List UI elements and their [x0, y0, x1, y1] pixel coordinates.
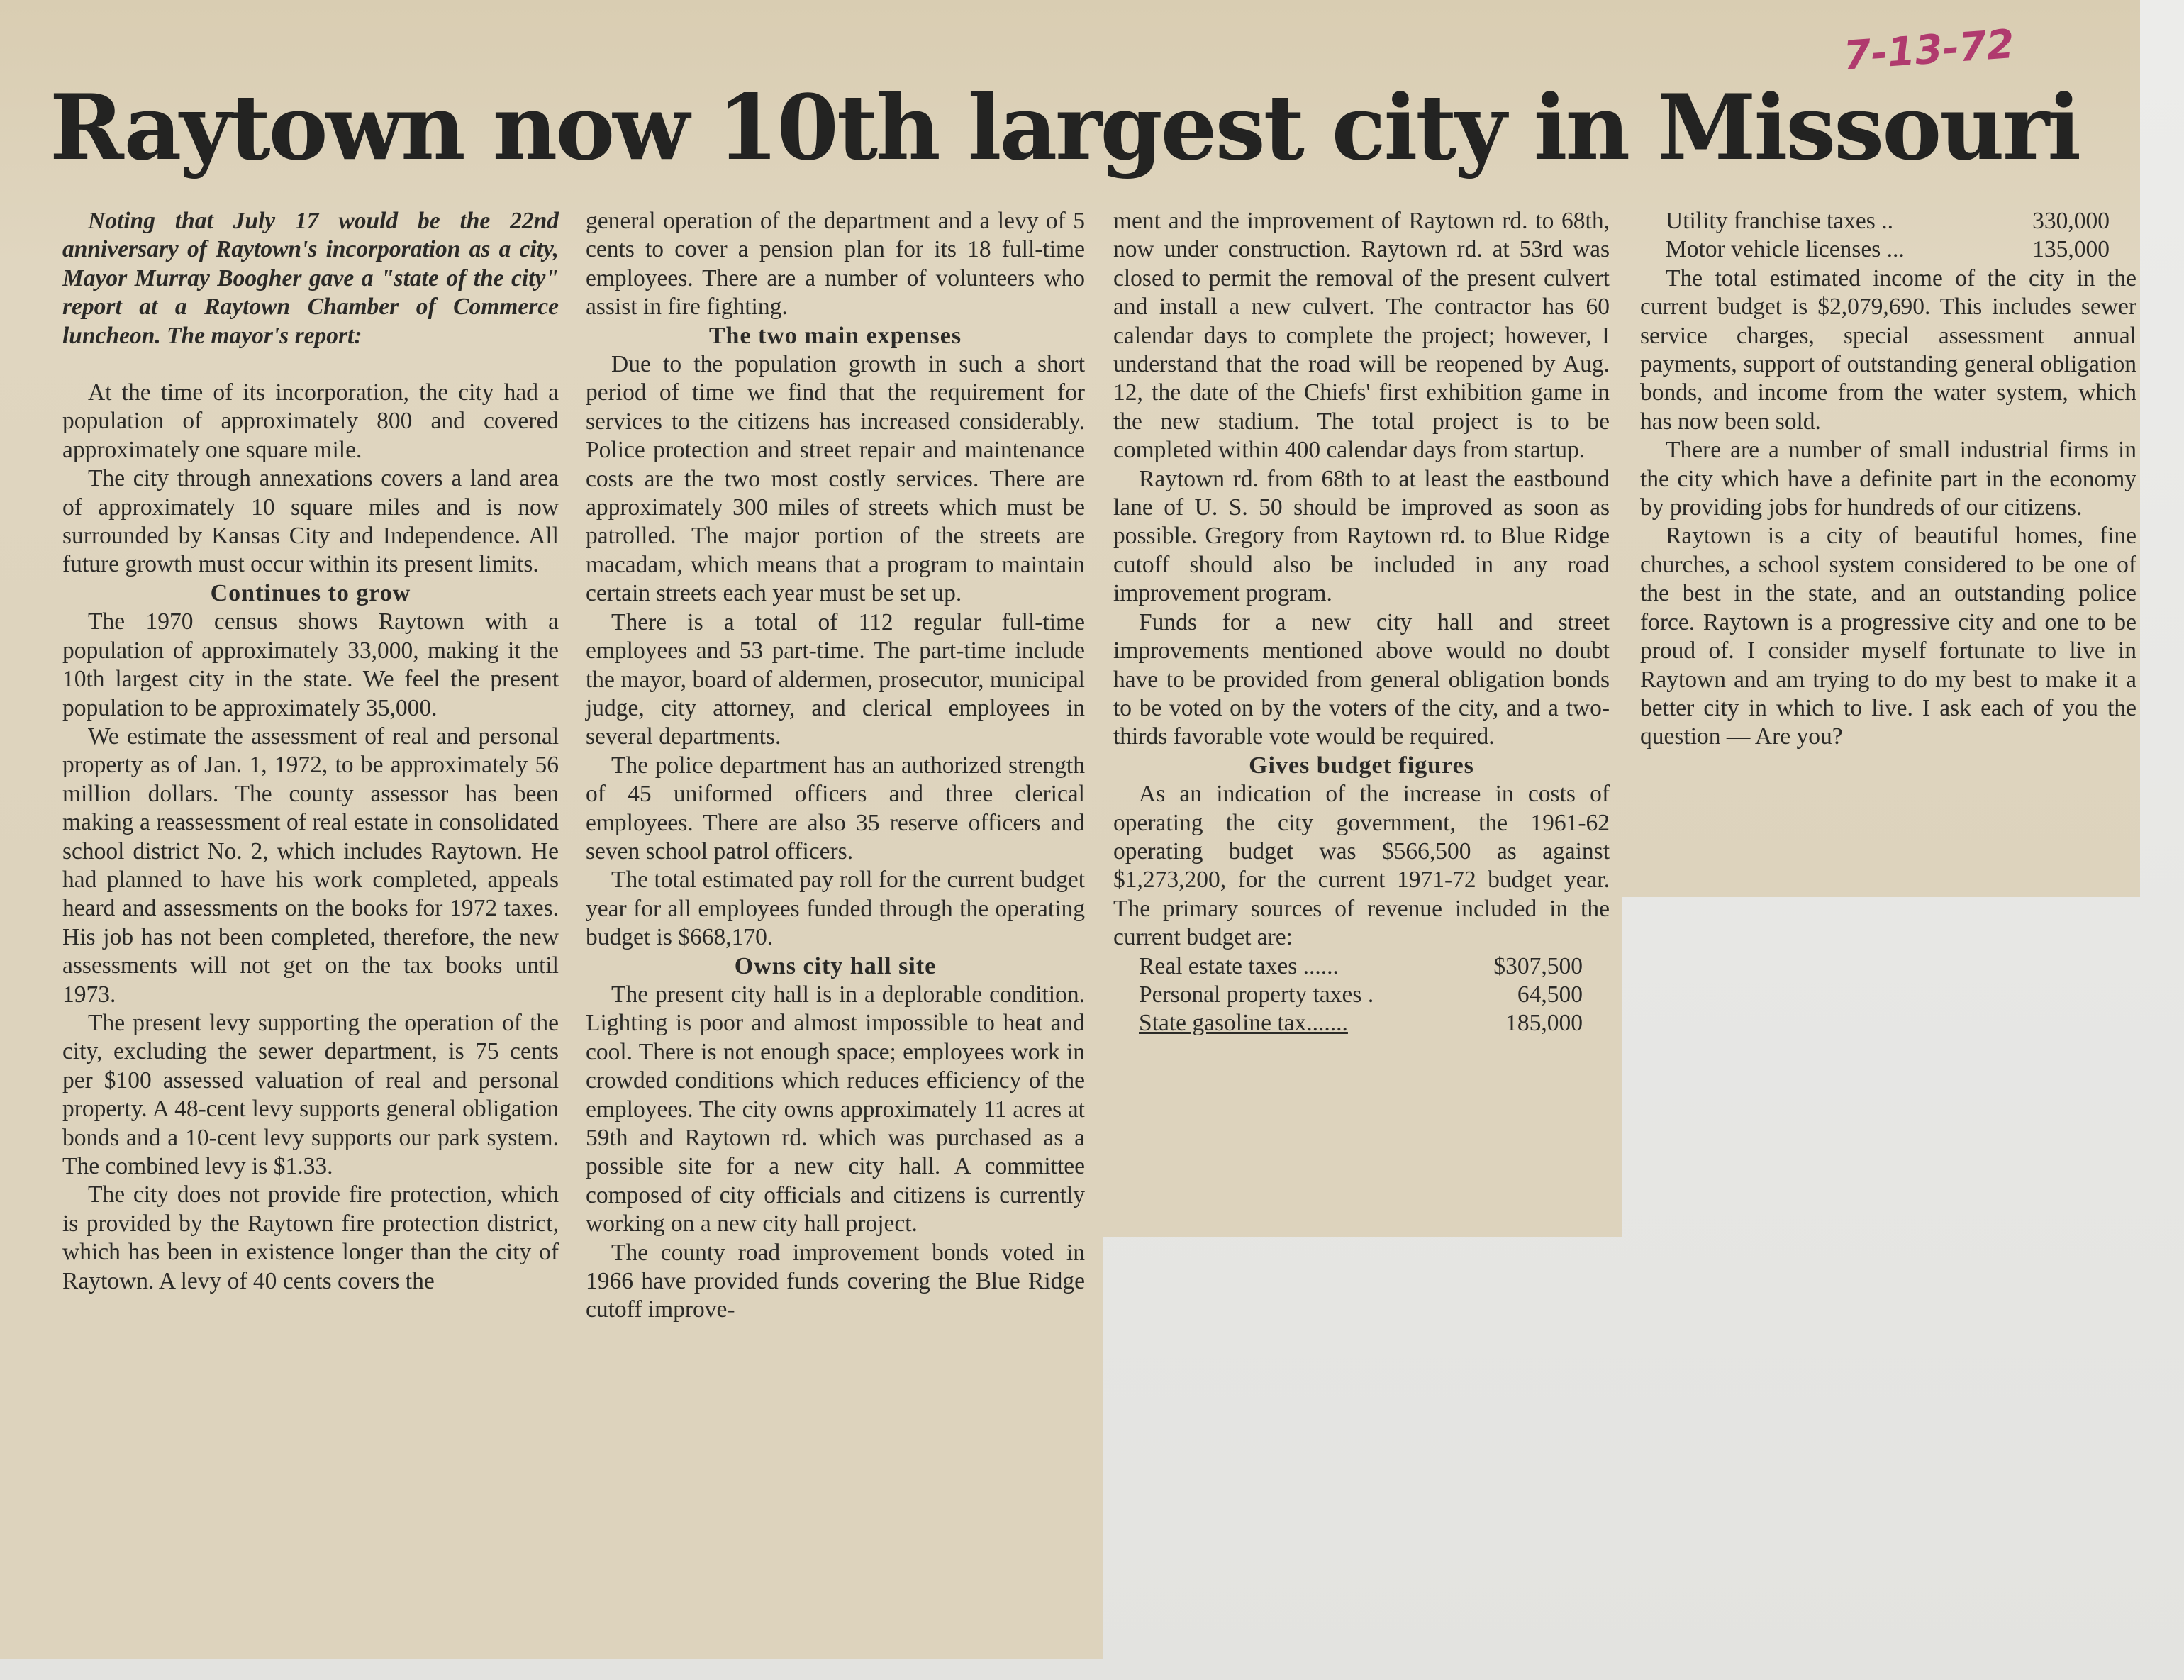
paragraph: The police department has an authorized strength of 45 uniformed officers and three clerical employees. There are also 35 reserve officers and seven school patrol officers. [586, 752, 1085, 864]
paragraph: general operation of the department and a levy of 5 cents to cover a pension plan for its 18 full-time employees. There are a number of volunteers who assist in fire fighting. [586, 208, 1085, 321]
article-column-1 [62, 207, 559, 1296]
headline: Raytown now 10th largest city in Missouri [50, 75, 2080, 180]
revenue-row [1640, 207, 2136, 235]
paragraph: The present city hall is in a deplorable condition. Lighting is poor and almost impossible to heat and cool. There is not enough space; employees work in crowded conditions which reduces efficiency of the employees. The city owns approximately 11 acres at 59th and Raytown rd. which was purchased as a possible site for a new city hall. A committee composed of city officials and citizens is currently working on a new city hall project. [586, 981, 1085, 1237]
paragraph: Raytown is a city of beautiful homes, fine churches, a school system considered to be one of the best in the state, and an outstanding police force. Raytown is a progressive city and one to be proud of. I consider myself fortunate to live in Raytown and am trying to do my best to make it a better city in which to live. I ask each of you the question — Are you? [1640, 523, 2136, 750]
paragraph: At the time of its incorporation, the city had a population of approximately 800 and covered approximately one square mile. [62, 379, 559, 463]
paragraph: Due to the population growth in such a short period of time we find that the requirement for services to the citizens has increased considerably. Police protection and street repair and maintenance costs are the two most costly services. There are approximately 300 miles of streets which must be patrolled. The major portion of the streets are macadam, which means that a program to maintain certain streets each year must be set up. [586, 351, 1085, 607]
subheading-continues-to-grow: Continues to grow [210, 579, 411, 606]
revenue-label: Personal property taxes . [1139, 981, 1374, 1008]
revenue-value: 64,500 [1517, 981, 1583, 1008]
revenue-label: Real estate taxes ...... [1139, 952, 1339, 979]
paragraph: ment and the improvement of Raytown rd. to 68th, now under construction. Raytown rd. at 53rd was closed to permit the removal of the present culvert and install a new culvert. The contractor has 60 calendar days to complete the project; however, I understand that the road will be reopened by Aug. 12, the date of the Chiefs' first exhibition game in the new stadium. The total project is to be completed within 400 calendar days from startup. [1113, 208, 1610, 464]
subheading-two-main-expenses: The two main expenses [708, 322, 962, 349]
paragraph: The total estimated income of the city in the current budget is $2,079,690. This includes sewer service charges, special assessment annual payments, support of outstanding general obligation bonds, and income from the water system, which has now been sold. [1640, 265, 2136, 435]
revenue-row [1113, 1009, 1610, 1038]
revenue-label: State gasoline tax....... [1139, 1010, 1348, 1037]
paragraph: There is a total of 112 regular full-time employees and 53 part-time. The part-time include the mayor, board of aldermen, prosecutor, municipal judge, city attorney, and clerical employees in several departments. [586, 608, 1085, 750]
paragraph: There are a number of small industrial firms in the city which have a definite part in the economy by providing jobs for hundreds of our citizens. [1640, 437, 2136, 521]
paragraph: The 1970 census shows Raytown with a population of approximately 33,000, making it the 10th largest city in the state. We feel the present population to be approximately 35,000. [62, 608, 559, 721]
revenue-row [1113, 981, 1610, 1009]
revenue-value: 330,000 [2032, 208, 2110, 234]
paragraph: The city does not provide fire protection, which is provided by the Raytown fire protection district, which has been in existence longer than the city of Raytown. A levy of 40 cents covers the [62, 1181, 559, 1294]
revenue-label: Motor vehicle licenses ... [1666, 236, 1905, 263]
paragraph: The total estimated pay roll for the current budget year for all employees funded through the operating budget is $668,170. [586, 867, 1085, 951]
paragraph: We estimate the assessment of real and personal property as of Jan. 1, 1972, to be approximately 56 million dollars. The county assessor has been making a reassessment of real estate in consolidated school district No. 2, which includes Raytown. He had planned to have his work completed, appeals heard and assessments on the books for 1972 taxes. His job has not been completed, therefore, the new assessments will not get on the tax books until 1973. [62, 723, 559, 1008]
revenue-row [1113, 952, 1610, 981]
article-column-3 [1113, 207, 1610, 1038]
handwritten-date: 7-13-72 [1842, 21, 2016, 79]
paragraph: The county road improvement bonds voted in 1966 have provided funds covering the Blue Ridge cutoff improve- [586, 1239, 1085, 1323]
paragraph: The present levy supporting the operation of the city, excluding the sewer department, is 75 cents per $100 assessed valuation of real and personal property. A 48-cent levy supports general obligation bonds and a 10-cent levy supports our park system. The combined levy is $1.33. [62, 1009, 559, 1179]
article-column-4 [1640, 207, 2136, 752]
revenue-value: 185,000 [1505, 1010, 1583, 1037]
subheading-owns-city-hall-site: Owns city hall site [734, 952, 937, 979]
revenue-row [1640, 235, 2136, 264]
paragraph: As an indication of the increase in costs of operating the city government, the 1961-62 operating budget was $566,500 as against $1,273,200, for the current 1971-72 budget year. The primary sources of revenue included in the current budget are: [1113, 781, 1610, 951]
paragraph: The city through annexations covers a land area of approximately 10 square miles and is now surrounded by Kansas City and Independence. All future growth must occur within its present limits. [62, 465, 559, 578]
paragraph: Funds for a new city hall and street improvements mentioned above would no doubt have to be provided from general obligation bonds to be voted on by the voters of the city, and a two-thirds favorable vote would be required. [1113, 608, 1610, 750]
subheading-gives-budget-figures: Gives budget figures [1249, 752, 1474, 779]
article-column-2 [586, 207, 1085, 1325]
revenue-label: Utility franchise taxes .. [1666, 208, 1893, 234]
revenue-value: $307,500 [1493, 952, 1583, 979]
revenue-value: 135,000 [2032, 236, 2110, 263]
paragraph: Raytown rd. from 68th to at least the eastbound lane of U. S. 50 should be improved as soon as possible. Gregory from Raytown rd. to Blue Ridge cutoff should also be included in any road improvement program. [1113, 465, 1610, 607]
article-intro: Noting that July 17 would be the 22nd anniversary of Raytown's incorporation as a city, Mayor Murray Boogher gave a "state of the city" report at a Raytown Chamber of Commerce luncheon. The mayor's report: [62, 208, 559, 349]
